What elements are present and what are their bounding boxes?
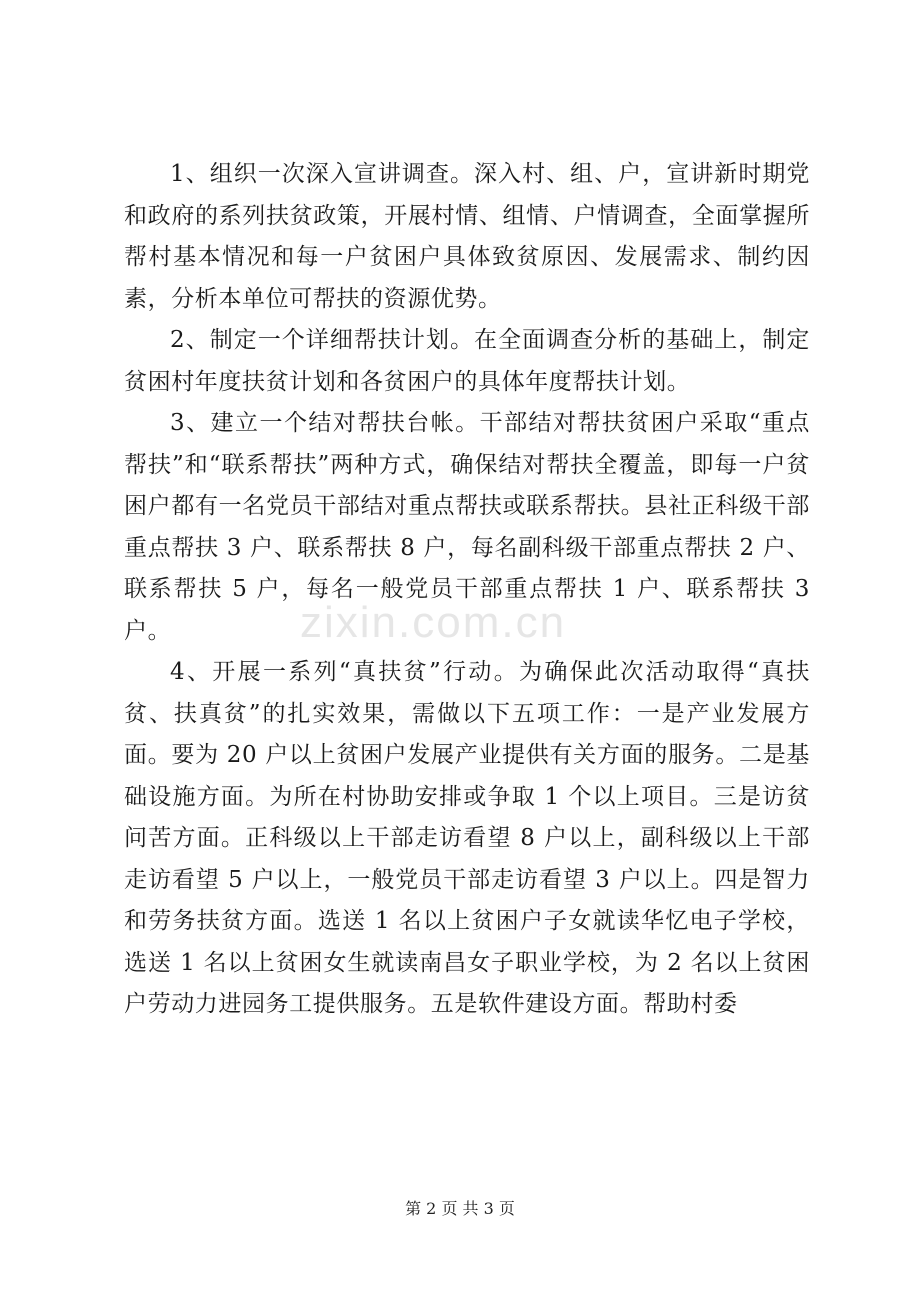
page-footer: 第 2 页 共 3 页 [405,1199,515,1218]
body-text [124,154,810,1026]
paragraph-2: 2、制定一个详细帮扶计划。在全面调查分析的基础上，制定贫困村年度扶贫计划和各贫困户的具体年度帮扶计划。 [124,327,810,395]
paragraph-1: 1、组织一次深入宣讲调查。深入村、组、户，宣讲新时期党和政府的系列扶贫政策，开展村情、组情、户情调查，全面掌握所帮村基本情况和每一户贫困户具体致贫原因、发展需求、制约因素，分析本单位可帮扶的资源优势。 [124,161,810,312]
paragraph-4: 4、开展一系列“真扶贫”行动。为确保此次活动取得“真扶贫、扶真贫”的扎实效果，需做以下五项工作：一是产业发展方面。要为 20 户以上贫困户发展产业提供有关方面的服务。二是基础设施方面。为所在村协助安排或争取 1 个以上项目。三是访贫问苦方面。正科级以上干部走访看望 8 户以上，副科级以上干部走访看望 5 户以上，一般党员干部走访看望 3 户以上。四是智力和劳务扶贫方面。选送 1 名以上贫困户子女就读华忆电子学校，选送 1 名以上贫困女生就读南昌女子职业学校，为 2 名以上贫困户劳动力进园务工提供服务。五是软件建设方面。帮助村委 [124,659,810,1017]
paragraph-3: 3、建立一个结对帮扶台帐。干部结对帮扶贫困户采取“重点帮扶”和“联系帮扶”两种方式，确保结对帮扶全覆盖，即每一户贫困户都有一名党员干部结对重点帮扶或联系帮扶。县社正科级干部重点帮扶 3 户、联系帮扶 8 户，每名副科级干部重点帮扶 2 户、联系帮扶 5 户，每名一般党员干部重点帮扶 1 户、联系帮扶 3 户。 [124,410,810,644]
watermark: zixin.com.cn [300,598,567,647]
